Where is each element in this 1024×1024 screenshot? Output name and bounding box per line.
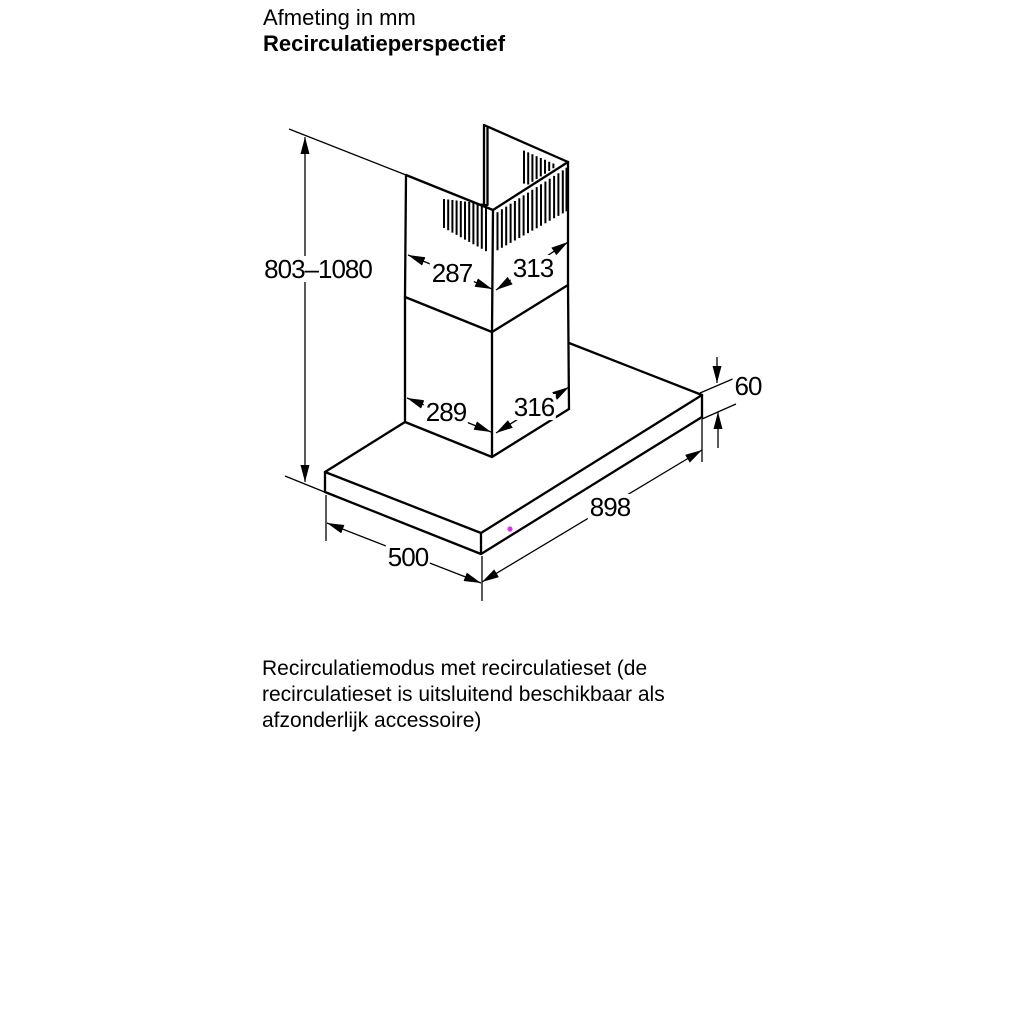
dim-label-height-range: 803–1080 (264, 254, 372, 284)
footer-note-line: afzonderlijk accessoire) (262, 709, 482, 732)
height-ext-top (289, 129, 406, 175)
control-indicator-dot (507, 526, 512, 531)
dim-label-upper-width: 287 (431, 258, 473, 288)
chimney-back-panel (484, 125, 568, 206)
canopy-top-edges (325, 343, 702, 533)
vent-slats-left-face (444, 199, 486, 251)
dim-label-canopy-width: 898 (589, 492, 631, 522)
dim-label-lower-width: 289 (425, 397, 467, 427)
dim-label-lower-depth: 316 (513, 392, 555, 422)
hood-canopy-outline (325, 343, 702, 554)
footer-note-line: Recirculatiemodus met recirculatieset (de (262, 657, 648, 680)
duct-joint-edges (405, 285, 568, 332)
dim-label-canopy-thickness: 60 (734, 371, 762, 401)
page-title: Recirculatieperspectief (263, 31, 506, 56)
dim-label-canopy-depth: 500 (387, 542, 429, 572)
units-subtitle: Afmeting in mm (263, 5, 416, 30)
thickness-ext-bottom (702, 404, 736, 419)
height-ext-bottom (285, 476, 327, 493)
footer-note (262, 656, 665, 734)
footer-note-line: recirculatieset is uitsluitend beschikbaar als (262, 683, 665, 706)
dim-label-upper-depth: 313 (512, 253, 554, 283)
